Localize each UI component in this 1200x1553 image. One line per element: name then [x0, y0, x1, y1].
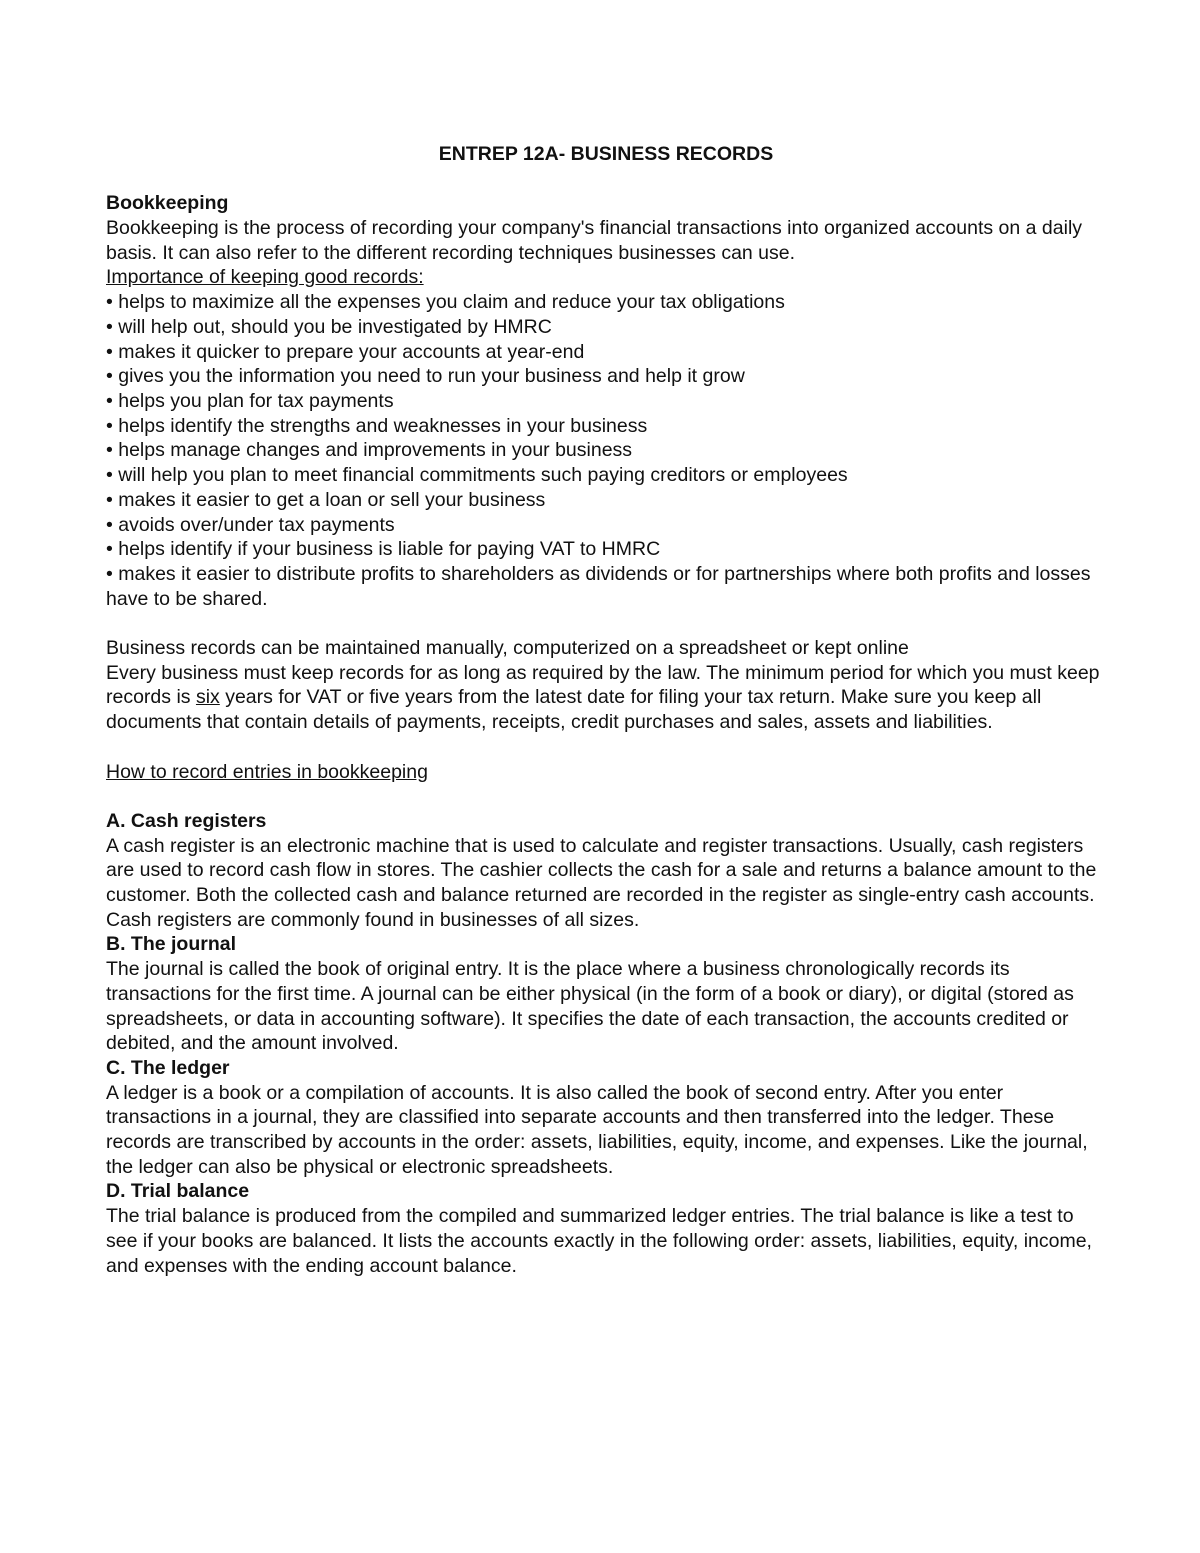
list-item: • makes it quicker to prepare your accounts at year-end: [106, 340, 585, 363]
list-item: • avoids over/under tax payments: [106, 513, 395, 536]
list-item: • helps identify if your business is liable for paying VAT to HMRC: [106, 538, 661, 561]
records-maintenance-text: Business records can be maintained manually, computerized on a spreadsheet or kept online: [106, 637, 909, 660]
list-item: • helps manage changes and improvements in your business: [106, 439, 633, 462]
section-body-cash-registers: A cash register is an electronic machine that is used to calculate and register transactions. Usually, cash registers are used to record cash flow in stores. The cashier collects the cash for a sale and returns a balance amount to the customer. Both the collected cash and balance returned are recorded in the register as single-entry cash accounts. Cash registers are commonly found in businesses of all sizes.: [106, 834, 1097, 931]
list-item: • helps you plan for tax payments: [106, 390, 394, 412]
document-title: ENTREP 12A- BUSINESS RECORDS: [438, 143, 774, 165]
list-item: • will help out, should you be investigated by HMRC: [106, 315, 552, 338]
section-heading-trial-balance: D. Trial balance: [106, 1180, 250, 1203]
document-page: [106, 141, 1106, 1278]
importance-list: [106, 290, 1106, 611]
list-item: • gives you the information you need to run your business and help it grow: [106, 365, 745, 388]
section-heading-journal: B. The journal: [106, 933, 237, 956]
spacer: [106, 611, 1106, 636]
list-item: • helps identify the strengths and weaknesses in your business: [106, 414, 648, 437]
importance-label: Importance of keeping good records:: [106, 266, 424, 289]
bookkeeping-definition: Bookkeeping is the process of recording your company's financial transactions into organized accounts on a daily basis. It can also refer to the different recording techniques businesses can use.: [106, 217, 1083, 264]
list-item: • helps to maximize all the expenses you claim and reduce your tax obligations: [106, 291, 785, 314]
section-body-trial-balance: The trial balance is produced from the compiled and summarized ledger entries. The trial balance is like a test to see if your books are balanced. It lists the accounts exactly in the following order: assets, liabilities, equity, income, and expenses with the ending account balance.: [106, 1205, 1092, 1277]
list-item: • will help you plan to meet financial commitments such paying creditors or employees: [106, 464, 848, 487]
how-to-record-label: How to record entries in bookkeeping: [106, 760, 428, 783]
list-item: • makes it easier to distribute profits to shareholders as dividends or for partnerships where both profits and losses have to be shared.: [106, 562, 1091, 610]
records-retention-text: [106, 661, 1106, 735]
section-body-ledger: A ledger is a book or a compilation of accounts. It is also called the book of second entry. After you enter transactions in a journal, they are classified into separate accounts and then transferred into the ledger. These records are transcribed by accounts in the order: assets, liabilities, equity, income, and expenses. Like the journal, the ledger can also be physical or electronic spreadsheets.: [106, 1081, 1088, 1178]
retention-six: six: [195, 686, 220, 709]
section-heading-ledger: C. The ledger: [106, 1056, 230, 1079]
spacer: [106, 784, 1106, 809]
retention-text-end: years for VAT or five years from the latest date for filing your tax return. Make sure you keep all documents that contain details of payments, receipts, credit purchases and sales, assets and liabilities.: [106, 686, 1042, 734]
bookkeeping-heading: Bookkeeping: [106, 192, 229, 215]
list-item: • makes it easier to get a loan or sell your business: [106, 488, 546, 511]
spacer: [106, 735, 1106, 760]
retention-text-start: Every business must keep records for as long as required by the law. The minimum period for which you must keep records is: [106, 661, 1100, 709]
section-heading-cash-registers: A. Cash registers: [106, 809, 267, 832]
section-body-journal: The journal is called the book of original entry. It is the place where a business chronologically records its transactions for the first time. A journal can be either physical (in the form of a book or diary), or digital (stored as spreadsheets, or data in accounting software). It specifies the date of each transaction, the accounts credited or debited, and the amount involved.: [106, 958, 1074, 1055]
